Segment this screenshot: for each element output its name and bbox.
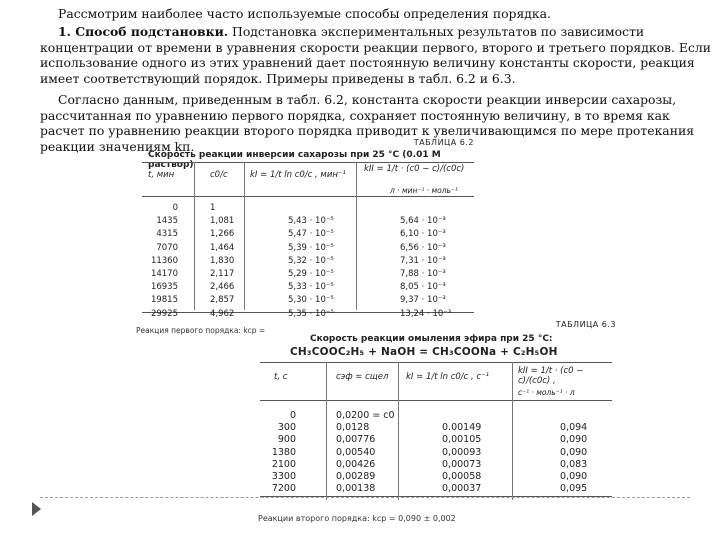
table-cell: 0,00073 [442, 458, 482, 470]
table-title: Скорость реакции омыления эфира при 25 °С: [310, 334, 553, 344]
table-cell [400, 202, 451, 215]
paragraph-intro: Рассмотрим наиболее часто используемые способы определения порядка. [58, 6, 551, 21]
table-cell: 2,857 [210, 295, 235, 306]
table-cell: 5,39 · 10⁻⁵ [288, 242, 334, 253]
table-cell: 4315 [156, 229, 178, 240]
table-cell: 0,0128 [336, 422, 370, 434]
table-title: Скорость реакции инверсии сахарозы при 25 °С (0.01 М раствор) [148, 150, 441, 170]
table-cell: 1435 [156, 216, 178, 227]
column-k1 [442, 410, 481, 495]
table-cell: 5,43 · 10⁻⁵ [288, 216, 334, 227]
table-cell: 1,464 [210, 242, 235, 253]
column-t [151, 202, 178, 321]
column-header-ratio: c0/c [210, 170, 228, 180]
column-k1 [288, 202, 334, 321]
table-cell: 5,32 · 10⁻⁵ [288, 255, 334, 266]
column-header-k1: kI = 1/t ln c0/c , мин⁻¹ [250, 170, 346, 180]
first-order-note: Реакция первого порядка: kср = [136, 326, 266, 335]
table-cell: 0,00426 [336, 458, 376, 470]
table-cell: 1,830 [210, 255, 235, 266]
table-cell [560, 410, 587, 422]
table-cell: 0,083 [560, 458, 588, 470]
column-header-k2-units: с⁻¹ · моль⁻¹ · л [518, 388, 575, 397]
column-header-k2-units: л · мин⁻¹ · моль⁻¹ [390, 186, 458, 195]
table-cell: 0,00037 [442, 483, 482, 495]
table-cell: 13,24 · 10⁻³ [400, 308, 452, 319]
table-cell: 900 [277, 434, 296, 446]
column-t [272, 410, 296, 495]
table-cell: 7070 [156, 242, 178, 253]
table-cell: 11360 [150, 255, 178, 266]
column-header-k1: kI = 1/t ln c0/c , с⁻¹ [406, 372, 490, 382]
column-k2 [560, 410, 587, 495]
table-cell: 9,37 · 10⁻³ [400, 295, 446, 306]
table-cell [288, 202, 334, 215]
table-cell: 5,30 · 10⁻⁵ [288, 295, 334, 306]
column-header-k2: kII = 1/t · (c0 − c)/(c0c) , [518, 366, 584, 386]
second-order-note: Реакции второго порядка: kср = 0,090 ± 0,002 [258, 514, 456, 523]
table-cell: 1 [210, 203, 216, 213]
table-cell: 300 [277, 422, 296, 434]
table-cell: 2100 [271, 458, 296, 470]
table-cell: 14170 [150, 269, 178, 280]
page-divider [40, 497, 690, 498]
column-header-k2: kII = 1/t · (c0 − c)/(c0c) [364, 164, 465, 174]
table-cell: 7,31 · 10⁻³ [400, 255, 446, 266]
table-cell: 4,962 [210, 308, 235, 319]
table-cell: 1380 [271, 446, 296, 458]
table-cell: 7200 [271, 483, 296, 495]
column-concentration [336, 410, 395, 495]
table-cell: 0,090 [560, 434, 588, 446]
table-cell: 5,33 · 10⁻⁵ [288, 282, 334, 293]
table-cell: 0,094 [560, 422, 588, 434]
column-k2 [400, 202, 451, 321]
table-cell: 2,466 [210, 282, 235, 293]
column-header-t: t, с [274, 372, 288, 382]
table-cell: 0,090 [560, 471, 588, 483]
table-cell: 0,00138 [336, 483, 376, 495]
column-header-t: t, мин [148, 170, 175, 180]
column-header-c: cэф = cщел [336, 372, 389, 382]
table-cell: 0,00540 [336, 446, 376, 458]
table-cell: 2,117 [210, 269, 235, 280]
table-cell: 0,090 [560, 446, 588, 458]
reaction-equation: CH₃COOC₂H₅ + NaOH = CH₃COONa + C₂H₅OH [290, 346, 558, 358]
table-cell: 8,05 · 10⁻³ [400, 282, 446, 293]
table-cell: 1,266 [210, 229, 235, 240]
table-cell: 5,35 · 10⁻⁵ [288, 308, 334, 319]
table-cell: 0,00289 [336, 471, 376, 483]
table-cell [442, 410, 481, 422]
column-ratio [210, 202, 234, 321]
next-slide-arrow-icon[interactable] [32, 502, 41, 516]
table-cell: 29925 [150, 308, 178, 319]
table-cell: 5,64 · 10⁻³ [400, 216, 446, 227]
table-6-2 [138, 138, 478, 319]
table-cell: 0.00149 [442, 422, 482, 434]
table-cell: 0,00105 [442, 434, 482, 446]
table-caption: ТАБЛИЦА 6.2 [413, 138, 474, 147]
table-cell: 6,56 · 10⁻³ [400, 242, 446, 253]
table-cell: 3300 [271, 471, 296, 483]
table-cell: 0,0200 = c0 [336, 410, 395, 421]
table-caption: ТАБЛИЦА 6.3 [555, 320, 616, 329]
paragraph-sucrose-analysis: Согласно данным, приведенным в табл. 6.2, константа скорости реакции инверсии сахарозы, рассчитанная по уравнению первого порядка, сохраняет постоянную величину, в то время как расчет по уравнению реакции второго порядка приводит к увеличивающимся по мере протекания реакции значениям kп. [40, 92, 695, 154]
table-cell: 1,081 [210, 216, 235, 227]
table-cell: 7,88 · 10⁻³ [400, 269, 446, 280]
table-cell: 6,10 · 10⁻³ [400, 229, 446, 240]
table-cell: 0,00093 [442, 446, 482, 458]
table-cell: 19815 [150, 295, 178, 306]
table-cell: 0,00776 [336, 434, 376, 446]
table-cell: 5,29 · 10⁻⁵ [288, 269, 334, 280]
table-cell: 0,095 [560, 483, 588, 495]
paragraph-substitution-method: 1. Способ подстановки. Подстановка экспериментальных результатов по зависимости концентрации от времени в уравнения скорости реакции первого, второго и третьего порядков. Если использование одного из этих уравнений дает постоянную величину константы скорости, реакция имеет соответствующий порядок. Примеры приведены в табл. 6.2 и 6.3. [40, 24, 712, 86]
table-6-3 [256, 320, 616, 510]
table-cell: 16935 [150, 282, 178, 293]
table-cell: 5,47 · 10⁻⁵ [288, 229, 334, 240]
table-cell: 0 [289, 410, 296, 421]
method-heading: 1. Способ подстановки. [58, 24, 229, 39]
table-cell: 0 [172, 203, 178, 213]
table-cell: 0,00058 [442, 471, 482, 483]
